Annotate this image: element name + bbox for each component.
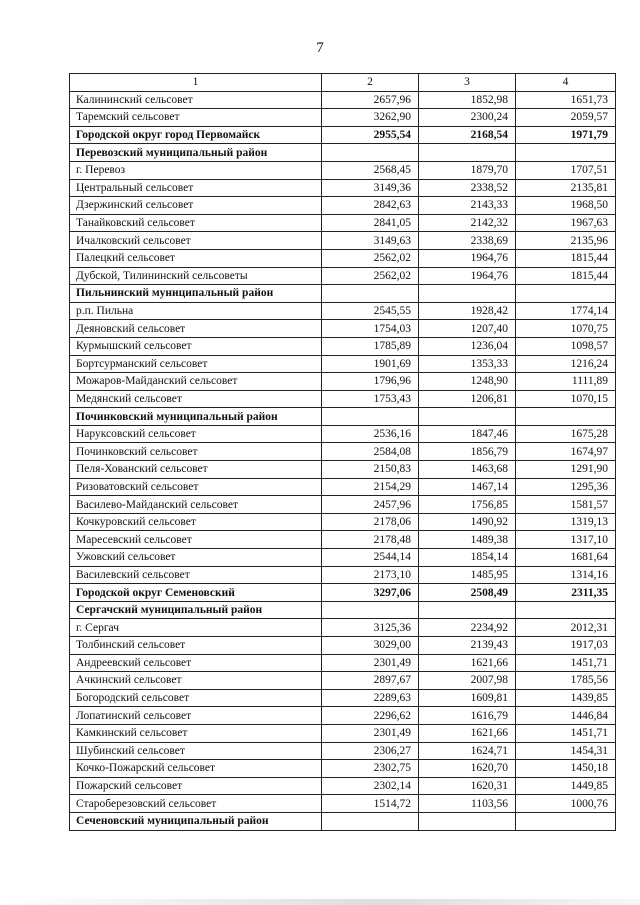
cell-value-3: 1854,14 bbox=[419, 549, 516, 567]
cell-value-3: 1621,66 bbox=[419, 654, 516, 672]
table-row bbox=[70, 267, 616, 285]
cell-value-4: 2135,81 bbox=[516, 179, 616, 197]
cell-value-2: 2545,55 bbox=[322, 302, 419, 320]
table-row bbox=[70, 654, 616, 672]
cell-value-3: 1485,95 bbox=[419, 566, 516, 584]
cell-name: Перевозский муниципальный район bbox=[70, 144, 322, 162]
table-row bbox=[70, 461, 616, 479]
cell-value-2: 2562,02 bbox=[322, 267, 419, 285]
cell-value-3: 1463,68 bbox=[419, 461, 516, 479]
cell-value-2: 2301,49 bbox=[322, 724, 419, 742]
cell-name: Можаров-Майданский сельсовет bbox=[70, 373, 322, 391]
cell-name: р.п. Пильна bbox=[70, 302, 322, 320]
cell-value-4: 1675,28 bbox=[516, 425, 616, 443]
table-row bbox=[70, 724, 616, 742]
cell-value-3: 1207,40 bbox=[419, 320, 516, 338]
table-row bbox=[70, 302, 616, 320]
cell-value-2: 2457,96 bbox=[322, 496, 419, 514]
cell-name: Пеля-Хованский сельсовет bbox=[70, 461, 322, 479]
cell-value-2: 3149,63 bbox=[322, 232, 419, 250]
cell-value-4: 2135,96 bbox=[516, 232, 616, 250]
cell-value-3: 1467,14 bbox=[419, 478, 516, 496]
column-header-1: 1 bbox=[70, 74, 322, 92]
cell-name: Городской округ Семеновский bbox=[70, 584, 322, 602]
table-row bbox=[70, 760, 616, 778]
cell-name: Бортсурманский сельсовет bbox=[70, 355, 322, 373]
cell-value-3: 2007,98 bbox=[419, 672, 516, 690]
cell-value-4: 1314,16 bbox=[516, 566, 616, 584]
cell-value-2: 1754,03 bbox=[322, 320, 419, 338]
cell-value-3: 1236,04 bbox=[419, 337, 516, 355]
table-row bbox=[70, 443, 616, 461]
table-row bbox=[70, 672, 616, 690]
cell-name: г. Сергач bbox=[70, 619, 322, 637]
cell-value-3: 1964,76 bbox=[419, 267, 516, 285]
cell-value-3: 1847,46 bbox=[419, 425, 516, 443]
scan-edge-artifact bbox=[0, 899, 640, 905]
cell-value-4 bbox=[516, 285, 616, 303]
cell-name: Таремский сельсовет bbox=[70, 109, 322, 127]
cell-name: Пожарский сельсовет bbox=[70, 777, 322, 795]
table-row bbox=[70, 478, 616, 496]
cell-name: Ужовский сельсовет bbox=[70, 549, 322, 567]
table-row bbox=[70, 232, 616, 250]
section-row bbox=[70, 144, 616, 162]
table-row bbox=[70, 513, 616, 531]
cell-value-4: 2012,31 bbox=[516, 619, 616, 637]
cell-value-4: 1967,63 bbox=[516, 214, 616, 232]
cell-value-3: 1620,70 bbox=[419, 760, 516, 778]
table-row bbox=[70, 619, 616, 637]
cell-value-3: 1616,79 bbox=[419, 707, 516, 725]
table-row bbox=[70, 637, 616, 655]
cell-value-2: 2154,29 bbox=[322, 478, 419, 496]
cell-value-4: 1070,15 bbox=[516, 390, 616, 408]
table-row bbox=[70, 249, 616, 267]
cell-value-3: 1852,98 bbox=[419, 91, 516, 109]
cell-value-4: 1917,03 bbox=[516, 637, 616, 655]
table-row bbox=[70, 161, 616, 179]
table-body bbox=[70, 91, 616, 830]
column-header-3: 3 bbox=[419, 74, 516, 92]
section-row bbox=[70, 126, 616, 144]
cell-name: Толбинский сельсовет bbox=[70, 637, 322, 655]
cell-value-4: 1968,50 bbox=[516, 197, 616, 215]
cell-value-4: 1681,64 bbox=[516, 549, 616, 567]
table-row bbox=[70, 197, 616, 215]
cell-name: Пильнинский муниципальный район bbox=[70, 285, 322, 303]
cell-name: Кочко-Пожарский сельсовет bbox=[70, 760, 322, 778]
cell-name: Сеченовский муниципальный район bbox=[70, 812, 322, 830]
cell-value-2: 3297,06 bbox=[322, 584, 419, 602]
cell-value-3: 1248,90 bbox=[419, 373, 516, 391]
cell-value-2: 2301,49 bbox=[322, 654, 419, 672]
table-row bbox=[70, 795, 616, 813]
cell-value-2: 3262,90 bbox=[322, 109, 419, 127]
table-row bbox=[70, 337, 616, 355]
cell-value-4: 1446,84 bbox=[516, 707, 616, 725]
cell-value-2: 1785,89 bbox=[322, 337, 419, 355]
cell-name: Лопатинский сельсовет bbox=[70, 707, 322, 725]
cell-name: Кочкуровский сельсовет bbox=[70, 513, 322, 531]
cell-value-2: 3125,36 bbox=[322, 619, 419, 637]
cell-value-2: 2568,45 bbox=[322, 161, 419, 179]
section-row bbox=[70, 408, 616, 426]
cell-value-4: 1674,97 bbox=[516, 443, 616, 461]
table-row bbox=[70, 531, 616, 549]
table-row bbox=[70, 214, 616, 232]
cell-value-2: 2897,67 bbox=[322, 672, 419, 690]
cell-name: Деяновский сельсовет bbox=[70, 320, 322, 338]
table-row bbox=[70, 179, 616, 197]
cell-value-4: 1098,57 bbox=[516, 337, 616, 355]
cell-value-3: 2168,54 bbox=[419, 126, 516, 144]
cell-name: Маресевский сельсовет bbox=[70, 531, 322, 549]
cell-value-4 bbox=[516, 812, 616, 830]
table-row bbox=[70, 390, 616, 408]
cell-value-3: 1621,66 bbox=[419, 724, 516, 742]
cell-value-2: 2544,14 bbox=[322, 549, 419, 567]
cell-value-3: 2143,33 bbox=[419, 197, 516, 215]
tariff-table bbox=[69, 73, 616, 831]
cell-value-4: 1451,71 bbox=[516, 724, 616, 742]
cell-value-4: 1216,24 bbox=[516, 355, 616, 373]
cell-name: Танайковский сельсовет bbox=[70, 214, 322, 232]
cell-name: Медянский сельсовет bbox=[70, 390, 322, 408]
cell-value-4: 1815,44 bbox=[516, 267, 616, 285]
cell-value-2: 3029,00 bbox=[322, 637, 419, 655]
cell-value-4: 1317,10 bbox=[516, 531, 616, 549]
cell-name: Палецкий сельсовет bbox=[70, 249, 322, 267]
column-header-4: 4 bbox=[516, 74, 616, 92]
cell-value-4: 1291,90 bbox=[516, 461, 616, 479]
cell-name: Шубинский сельсовет bbox=[70, 742, 322, 760]
section-row bbox=[70, 812, 616, 830]
cell-value-4: 1449,85 bbox=[516, 777, 616, 795]
cell-name: Камкинский сельсовет bbox=[70, 724, 322, 742]
table-row bbox=[70, 707, 616, 725]
column-header-2: 2 bbox=[322, 74, 419, 92]
cell-value-2: 2302,75 bbox=[322, 760, 419, 778]
cell-value-2: 1753,43 bbox=[322, 390, 419, 408]
cell-value-4: 1774,14 bbox=[516, 302, 616, 320]
cell-value-3: 2338,52 bbox=[419, 179, 516, 197]
cell-value-2: 2955,54 bbox=[322, 126, 419, 144]
cell-value-3: 2139,43 bbox=[419, 637, 516, 655]
cell-value-2: 2302,14 bbox=[322, 777, 419, 795]
cell-value-4 bbox=[516, 144, 616, 162]
cell-name: Ризоватовский сельсовет bbox=[70, 478, 322, 496]
table-row bbox=[70, 320, 616, 338]
cell-value-2: 1901,69 bbox=[322, 355, 419, 373]
cell-value-2 bbox=[322, 601, 419, 619]
cell-name: г. Перевоз bbox=[70, 161, 322, 179]
cell-value-3: 1609,81 bbox=[419, 689, 516, 707]
cell-value-3: 1489,38 bbox=[419, 531, 516, 549]
cell-value-3: 2234,92 bbox=[419, 619, 516, 637]
cell-value-3: 1964,76 bbox=[419, 249, 516, 267]
cell-value-4: 1070,75 bbox=[516, 320, 616, 338]
cell-value-2 bbox=[322, 408, 419, 426]
table-row bbox=[70, 742, 616, 760]
section-row bbox=[70, 584, 616, 602]
cell-value-4: 1785,56 bbox=[516, 672, 616, 690]
table-row bbox=[70, 355, 616, 373]
cell-value-4 bbox=[516, 601, 616, 619]
cell-value-3: 2300,24 bbox=[419, 109, 516, 127]
cell-value-2: 1514,72 bbox=[322, 795, 419, 813]
cell-value-2: 3149,36 bbox=[322, 179, 419, 197]
cell-value-3: 1103,56 bbox=[419, 795, 516, 813]
cell-value-3: 1879,70 bbox=[419, 161, 516, 179]
cell-value-3: 1490,92 bbox=[419, 513, 516, 531]
cell-value-4: 2059,57 bbox=[516, 109, 616, 127]
cell-value-3 bbox=[419, 408, 516, 426]
cell-value-2: 2536,16 bbox=[322, 425, 419, 443]
cell-value-4: 1450,18 bbox=[516, 760, 616, 778]
cell-name: Городской округ город Первомайск bbox=[70, 126, 322, 144]
cell-value-2 bbox=[322, 144, 419, 162]
cell-value-2: 2150,83 bbox=[322, 461, 419, 479]
cell-value-3 bbox=[419, 601, 516, 619]
table-row bbox=[70, 549, 616, 567]
cell-value-2 bbox=[322, 812, 419, 830]
cell-value-4: 1454,31 bbox=[516, 742, 616, 760]
cell-value-2: 1796,96 bbox=[322, 373, 419, 391]
cell-name: Василево-Майданский сельсовет bbox=[70, 496, 322, 514]
cell-name: Богородский сельсовет bbox=[70, 689, 322, 707]
cell-name: Центральный сельсовет bbox=[70, 179, 322, 197]
cell-value-4: 1295,36 bbox=[516, 478, 616, 496]
cell-value-2: 2562,02 bbox=[322, 249, 419, 267]
cell-name: Дзержинский сельсовет bbox=[70, 197, 322, 215]
cell-value-2: 2173,10 bbox=[322, 566, 419, 584]
cell-value-2: 2584,08 bbox=[322, 443, 419, 461]
cell-name: Починковский сельсовет bbox=[70, 443, 322, 461]
cell-value-2: 2296,62 bbox=[322, 707, 419, 725]
cell-value-4: 1971,79 bbox=[516, 126, 616, 144]
cell-name: Курмышский сельсовет bbox=[70, 337, 322, 355]
cell-value-4: 1451,71 bbox=[516, 654, 616, 672]
cell-value-4: 1581,57 bbox=[516, 496, 616, 514]
cell-name: Дубской, Тилининский сельсоветы bbox=[70, 267, 322, 285]
table-row bbox=[70, 777, 616, 795]
cell-value-4 bbox=[516, 408, 616, 426]
cell-value-3: 1756,85 bbox=[419, 496, 516, 514]
cell-value-4: 1651,73 bbox=[516, 91, 616, 109]
cell-value-4: 1319,13 bbox=[516, 513, 616, 531]
cell-value-2: 2289,63 bbox=[322, 689, 419, 707]
table-header-row bbox=[70, 74, 616, 92]
cell-value-3: 2338,69 bbox=[419, 232, 516, 250]
page-number: 7 bbox=[316, 40, 324, 56]
cell-value-2: 2178,48 bbox=[322, 531, 419, 549]
cell-value-2 bbox=[322, 285, 419, 303]
cell-value-3 bbox=[419, 285, 516, 303]
cell-name: Василевский сельсовет bbox=[70, 566, 322, 584]
cell-value-4: 1707,51 bbox=[516, 161, 616, 179]
cell-name: Наруксовский сельсовет bbox=[70, 425, 322, 443]
cell-value-3: 1353,33 bbox=[419, 355, 516, 373]
cell-value-4: 1000,76 bbox=[516, 795, 616, 813]
table-row bbox=[70, 566, 616, 584]
cell-value-2: 2178,06 bbox=[322, 513, 419, 531]
cell-value-2: 2306,27 bbox=[322, 742, 419, 760]
cell-name: Андреевский сельсовет bbox=[70, 654, 322, 672]
section-row bbox=[70, 285, 616, 303]
cell-name: Сергачский муниципальный район bbox=[70, 601, 322, 619]
cell-name: Калининский сельсовет bbox=[70, 91, 322, 109]
cell-value-3: 1928,42 bbox=[419, 302, 516, 320]
cell-value-3: 2142,32 bbox=[419, 214, 516, 232]
cell-value-3: 2508,49 bbox=[419, 584, 516, 602]
cell-value-3: 1620,31 bbox=[419, 777, 516, 795]
table-row bbox=[70, 425, 616, 443]
cell-value-4: 2311,35 bbox=[516, 584, 616, 602]
table-row bbox=[70, 91, 616, 109]
cell-name: Ичалковский сельсовет bbox=[70, 232, 322, 250]
table-row bbox=[70, 109, 616, 127]
table-row bbox=[70, 373, 616, 391]
cell-value-3: 1856,79 bbox=[419, 443, 516, 461]
cell-value-2: 2842,63 bbox=[322, 197, 419, 215]
table-row bbox=[70, 689, 616, 707]
cell-value-2: 2657,96 bbox=[322, 91, 419, 109]
cell-name: Староберезовский сельсовет bbox=[70, 795, 322, 813]
cell-value-3: 1624,71 bbox=[419, 742, 516, 760]
cell-value-3 bbox=[419, 144, 516, 162]
cell-value-3: 1206,81 bbox=[419, 390, 516, 408]
cell-value-4: 1439,85 bbox=[516, 689, 616, 707]
cell-value-4: 1111,89 bbox=[516, 373, 616, 391]
cell-value-2: 2841,05 bbox=[322, 214, 419, 232]
cell-value-3 bbox=[419, 812, 516, 830]
cell-value-4: 1815,44 bbox=[516, 249, 616, 267]
section-row bbox=[70, 601, 616, 619]
cell-name: Ачкинский сельсовет bbox=[70, 672, 322, 690]
table-row bbox=[70, 496, 616, 514]
cell-name: Починковский муниципальный район bbox=[70, 408, 322, 426]
